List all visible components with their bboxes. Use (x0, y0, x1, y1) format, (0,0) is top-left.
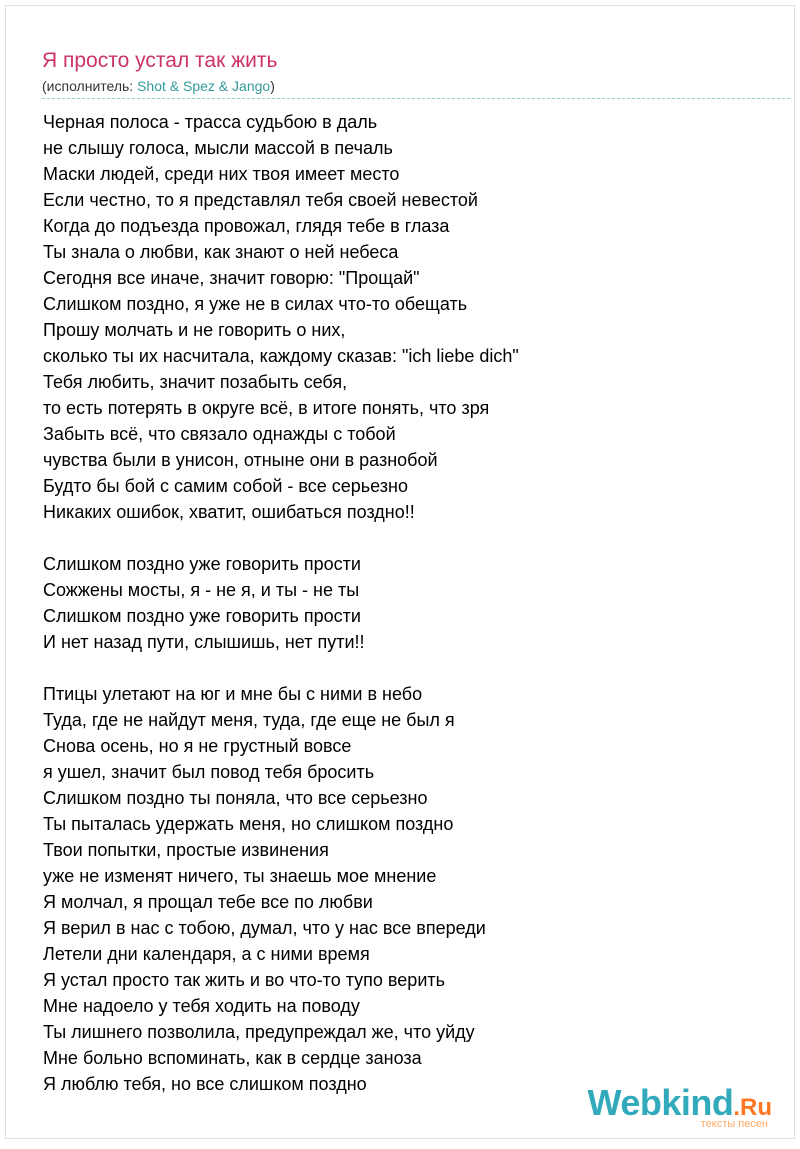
lyric-line: Птицы улетают на юг и мне бы с ними в небо (43, 684, 423, 704)
lyric-line: Ты пыталась удержать меня, но слишком поздно (43, 814, 454, 834)
logo-main-text: Webkind (587, 1082, 734, 1123)
lyric-line: Маски людей, среди них твоя имеет место (43, 164, 400, 184)
artist-suffix: ) (270, 78, 275, 94)
lyric-line: Забыть всё, что связало однажды с тобой (43, 424, 396, 444)
stanza-gap (43, 655, 783, 681)
artist-link[interactable]: Shot & Spez & Jango (137, 78, 271, 94)
lyric-line: Снова осень, но я не грустный вовсе (43, 736, 352, 756)
lyric-line: Твои попытки, простые извинения (43, 840, 329, 860)
lyric-line: не слышу голоса, мысли массой в печаль (43, 138, 393, 158)
song-title: Я просто устал так жить (42, 49, 278, 72)
lyric-line: Ты знала о любви, как знают о ней небеса (43, 242, 399, 262)
lyric-line: Мне больно вспоминать, как в сердце заноза (43, 1048, 422, 1068)
lyric-line: И нет назад пути, слышишь, нет пути!! (43, 632, 365, 652)
lyric-line: Прошу молчать и не говорить о них, (43, 320, 346, 340)
lyric-line: Сегодня все иначе, значит говорю: "Прощай" (43, 268, 420, 288)
lyric-line: Черная полоса - трасса судьбою в даль (43, 112, 378, 132)
site-logo[interactable] (587, 1082, 772, 1130)
lyric-line: Мне надоело у тебя ходить на поводу (43, 996, 360, 1016)
artist-prefix: (исполнитель: (42, 78, 138, 94)
lyric-line: Слишком поздно уже говорить прости (43, 606, 361, 626)
lyric-line: сколько ты их насчитала, каждому сказав: "ich liebe dich" (43, 346, 519, 366)
lyric-line: я ушел, значит был повод тебя бросить (43, 762, 375, 782)
lyrics-body (43, 109, 783, 1097)
lyric-line: Ты лишнего позволила, предупреждал же, что уйду (43, 1022, 475, 1042)
lyric-line: Я устал просто так жить и во что-то тупо верить (43, 970, 445, 990)
lyric-line: чувства были в унисон, отныне они в разнобой (43, 450, 438, 470)
lyrics-page (5, 5, 795, 1139)
lyric-line: Слишком поздно, я уже не в силах что-то обещать (43, 294, 468, 314)
artist-line (42, 78, 275, 94)
lyric-line: Туда, где не найдут меня, туда, где еще не был я (43, 710, 455, 730)
logo-tagline: тексты песен (700, 1118, 768, 1130)
lyric-line: Если честно, то я представлял тебя своей невестой (43, 190, 478, 210)
lyric-line: Летели дни календаря, а с ними время (43, 944, 370, 964)
lyric-line: Тебя любить, значит позабыть себя, (43, 372, 348, 392)
lyric-line: уже не изменят ничего, ты знаешь мое мнение (43, 866, 437, 886)
lyric-line: то есть потерять в округе всё, в итоге понять, что зря (43, 398, 490, 418)
lyric-line: Слишком поздно ты поняла, что все серьезно (43, 788, 428, 808)
lyric-line: Когда до подъезда провожал, глядя тебе в глаза (43, 216, 450, 236)
lyric-line: Я люблю тебя, но все слишком поздно (43, 1074, 367, 1094)
lyric-line: Слишком поздно уже говорить прости (43, 554, 361, 574)
header-divider (42, 98, 790, 99)
lyric-line: Я верил в нас с тобою, думал, что у нас все впереди (43, 918, 486, 938)
lyric-line: Сожжены мосты, я - не я, и ты - не ты (43, 580, 360, 600)
lyric-line: Будто бы бой с самим собой - все серьезно (43, 476, 408, 496)
lyric-line: Я молчал, я прощал тебе все по любви (43, 892, 373, 912)
lyric-line: Никаких ошибок, хватит, ошибаться поздно!! (43, 502, 415, 522)
stanza-gap (43, 525, 783, 551)
logo-tld-text: .Ru (733, 1094, 772, 1121)
